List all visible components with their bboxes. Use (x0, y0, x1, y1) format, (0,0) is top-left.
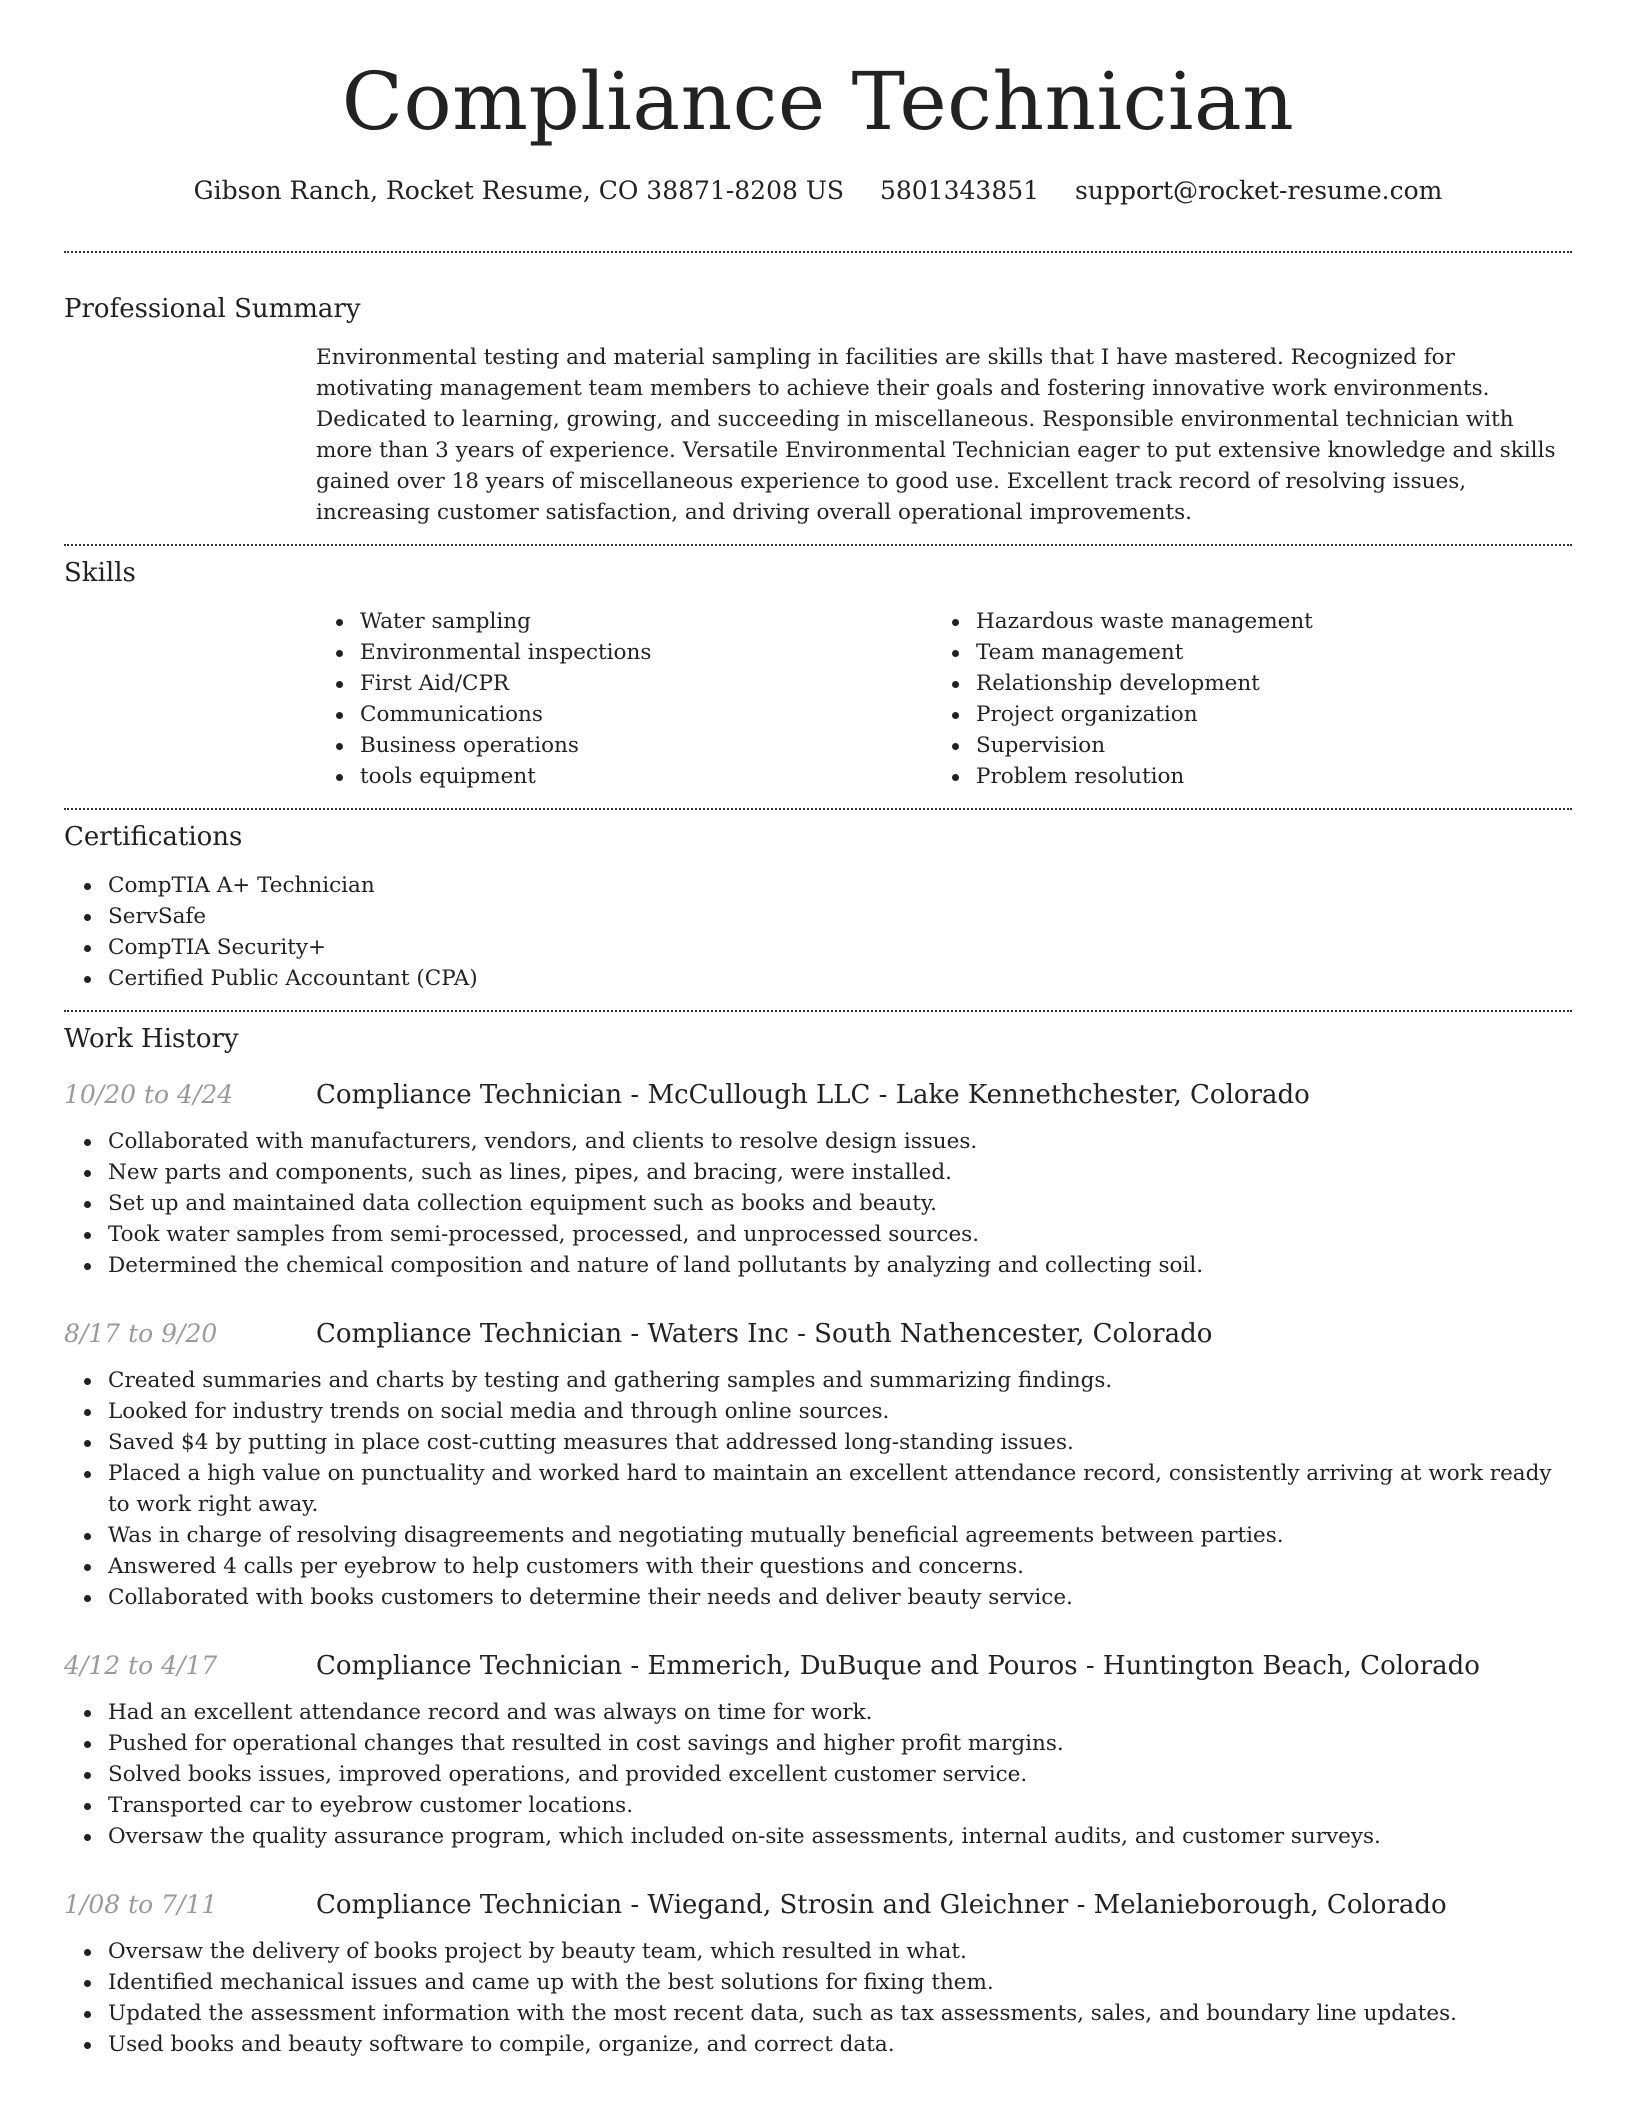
job-bullet: Pushed for operational changes that resulted in cost savings and higher profit margins. (108, 1728, 1572, 1759)
certification-item: CompTIA Security+ (108, 932, 1572, 963)
section-title-work-history: Work History (64, 1024, 239, 1054)
skills-section (64, 556, 1572, 792)
skills-list-right (932, 606, 1548, 792)
job-bullet: Identified mechanical issues and came up with the best solutions for fixing them. (108, 1967, 1572, 1998)
skill-item: Environmental inspections (360, 637, 932, 668)
job-bullets (64, 1936, 1572, 2060)
job-dates: 8/17 to 9/20 (64, 1319, 218, 1348)
contact-email: support@rocket-resume.com (1075, 176, 1443, 205)
job-dates: 4/12 to 4/17 (64, 1651, 218, 1680)
contact-address: Gibson Ranch, Rocket Resume, CO 38871-8208 US (193, 176, 845, 205)
certifications-list (64, 870, 1572, 994)
section-title-certifications: Certifications (64, 822, 243, 852)
job-bullet: Had an excellent attendance record and was always on time for work. (108, 1697, 1572, 1728)
job-title: Compliance Technician - Waters Inc - South Nathencester, Colorado (316, 1319, 1213, 1349)
divider (64, 251, 1572, 253)
candidate-name: Compliance Technician (341, 55, 1295, 148)
job-bullet: Updated the assessment information with the most recent data, such as tax assessments, sales, and boundary line updates. (108, 1998, 1572, 2029)
certification-item: Certified Public Accountant (CPA) (108, 963, 1572, 994)
divider (64, 808, 1572, 810)
job-title: Compliance Technician - Wiegand, Strosin and Gleichner - Melanieborough, Colorado (316, 1890, 1447, 1920)
job-bullet: Saved $4 by putting in place cost-cutting measures that addressed long-standing issues. (108, 1427, 1572, 1458)
job-bullet: Looked for industry trends on social media and through online sources. (108, 1396, 1572, 1427)
summary-text: Environmental testing and material sampling in facilities are skills that I have mastered. Recognized for motivating management team members to achieve their goals and fostering innovative work environments. Dedicated to learning, growing, and succeeding in miscellaneous. Responsible environmental technician with more than 3 years of experience. Versatile Environmental Technician eager to put extensive knowledge and skills gained over 18 years of miscellaneous experience to good use. Excellent track record of resolving issues, increasing customer satisfaction, and driving overall operational improvements. (316, 345, 1556, 525)
skill-item: Project organization (976, 699, 1548, 730)
job-bullet: Determined the chemical composition and nature of land pollutants by analyzing and collecting soil. (108, 1250, 1572, 1281)
job-header (64, 1078, 1572, 1112)
job-dates: 10/20 to 4/24 (64, 1080, 234, 1109)
summary-section (64, 292, 1572, 528)
divider (64, 544, 1572, 546)
job-header (64, 1888, 1572, 1922)
job-bullet: New parts and components, such as lines, pipes, and bracing, were installed. (108, 1157, 1572, 1188)
job-header (64, 1649, 1572, 1683)
skill-item: Hazardous waste management (976, 606, 1548, 637)
job-header (64, 1317, 1572, 1351)
job-entry (64, 1078, 1572, 1281)
job-bullets (64, 1126, 1572, 1281)
skills-columns (316, 606, 1572, 792)
job-entry (64, 1649, 1572, 1852)
job-title: Compliance Technician - Emmerich, DuBuque and Pouros - Huntington Beach, Colorado (316, 1651, 1480, 1681)
section-title-skills: Skills (64, 558, 136, 588)
skill-item: Communications (360, 699, 932, 730)
work-history-section (64, 1022, 1572, 2060)
job-bullet: Oversaw the quality assurance program, which included on-site assessments, internal audits, and customer surveys. (108, 1821, 1572, 1852)
certification-item: CompTIA A+ Technician (108, 870, 1572, 901)
section-title-summary: Professional Summary (64, 294, 361, 324)
job-bullet: Was in charge of resolving disagreements and negotiating mutually beneficial agreements between parties. (108, 1520, 1572, 1551)
certifications-section (64, 820, 1572, 994)
job-bullet: Answered 4 calls per eyebrow to help customers with their questions and concerns. (108, 1551, 1572, 1582)
job-bullet: Transported car to eyebrow customer locations. (108, 1790, 1572, 1821)
job-bullets (64, 1697, 1572, 1852)
job-bullet: Took water samples from semi-processed, processed, and unprocessed sources. (108, 1219, 1572, 1250)
job-bullet: Solved books issues, improved operations, and provided excellent customer service. (108, 1759, 1572, 1790)
skill-item: Business operations (360, 730, 932, 761)
job-entry (64, 1888, 1572, 2060)
job-dates: 1/08 to 7/11 (64, 1890, 218, 1919)
resume-page (64, 0, 1572, 2060)
job-bullet: Set up and maintained data collection equipment such as books and beauty. (108, 1188, 1572, 1219)
contact-line (64, 174, 1572, 208)
skill-item: Problem resolution (976, 761, 1548, 792)
certification-item: ServSafe (108, 901, 1572, 932)
job-entry (64, 1317, 1572, 1613)
job-bullet: Collaborated with manufacturers, vendors, and clients to resolve design issues. (108, 1126, 1572, 1157)
contact-phone: 5801343851 (880, 176, 1040, 205)
job-bullet: Placed a high value on punctuality and worked hard to maintain an excellent attendance record, consistently arriving at work ready to work right away. (108, 1458, 1572, 1520)
skill-item: Water sampling (360, 606, 932, 637)
job-bullet: Used books and beauty software to compile, organize, and correct data. (108, 2029, 1572, 2060)
job-title: Compliance Technician - McCullough LLC - Lake Kennethchester, Colorado (316, 1080, 1310, 1110)
job-bullet: Oversaw the delivery of books project by beauty team, which resulted in what. (108, 1936, 1572, 1967)
skill-item: Relationship development (976, 668, 1548, 699)
job-bullet: Created summaries and charts by testing and gathering samples and summarizing findings. (108, 1365, 1572, 1396)
skills-list-left (316, 606, 932, 792)
skill-item: Team management (976, 637, 1548, 668)
divider (64, 1010, 1572, 1012)
job-bullet: Collaborated with books customers to determine their needs and deliver beauty service. (108, 1582, 1572, 1613)
job-bullets (64, 1365, 1572, 1613)
skill-item: First Aid/CPR (360, 668, 932, 699)
skill-item: Supervision (976, 730, 1548, 761)
skill-item: tools equipment (360, 761, 932, 792)
